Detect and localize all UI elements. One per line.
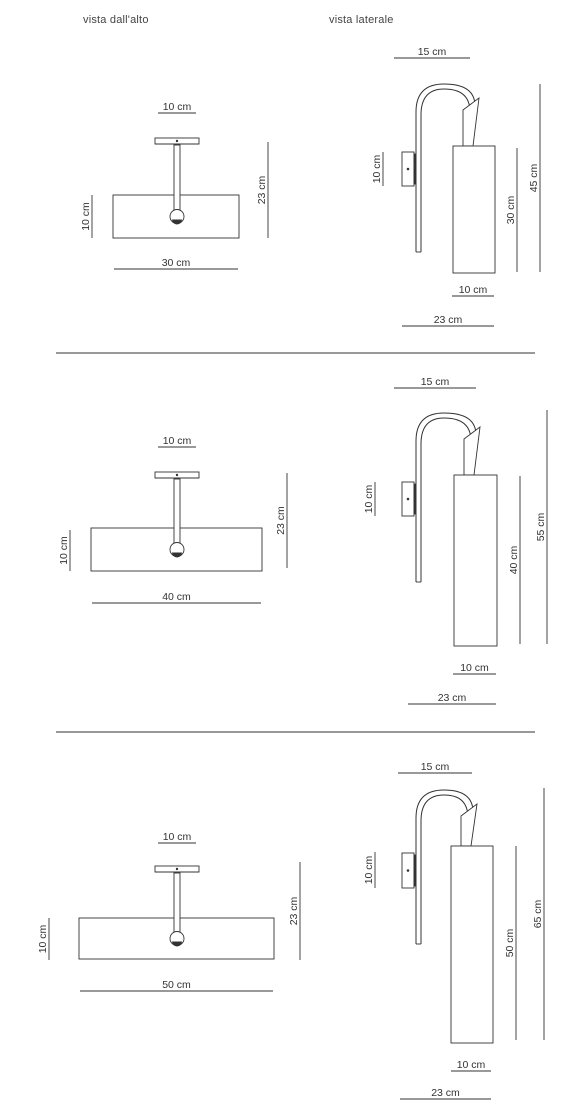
arm-top-view	[174, 873, 180, 934]
dim-plate-height-label: 10 cm	[363, 855, 375, 885]
dim-total-height-label: 55 cm	[535, 512, 547, 542]
side-view-heading: vista laterale	[329, 14, 394, 26]
dim-shade-height-label: 40 cm	[508, 545, 520, 575]
dim-depth-label: 23 cm	[275, 506, 287, 535]
dim-head-height-label: 10 cm	[80, 202, 92, 231]
plate-screw-side	[407, 869, 410, 872]
dim-head-height-label: 10 cm	[37, 924, 49, 954]
dim-depth-label: 23 cm	[256, 175, 268, 205]
lamp-shade-side-view	[454, 475, 497, 646]
dim-shade-height-label: 50 cm	[504, 928, 516, 958]
plate-screw-side	[407, 168, 410, 171]
dim-head-length-label: 50 cm	[162, 979, 191, 991]
dim-shade-depth-label: 10 cm	[458, 284, 488, 296]
lamp-shade-side-view	[451, 846, 493, 1043]
dim-plate-height-label: 10 cm	[363, 484, 375, 514]
dim-shade-depth-label: 10 cm	[460, 662, 489, 674]
dim-arm-reach-label: 15 cm	[420, 761, 450, 773]
dim-total-depth-label: 23 cm	[431, 1087, 460, 1099]
dim-plate-width-label: 10 cm	[162, 435, 192, 447]
dim-total-depth-label: 23 cm	[437, 692, 467, 704]
plate-screw	[176, 140, 178, 142]
plate-screw	[176, 868, 178, 870]
dim-plate-width-label: 10 cm	[162, 831, 192, 843]
dim-depth-label: 23 cm	[288, 896, 300, 926]
plate-screw-side	[407, 498, 410, 501]
dim-shade-depth-label: 10 cm	[456, 1059, 486, 1071]
shade-clamp	[461, 804, 477, 846]
shade-clamp	[464, 427, 480, 475]
dim-head-height-label: 10 cm	[58, 536, 70, 565]
dim-total-height-label: 65 cm	[532, 899, 544, 929]
arm-top-view	[174, 145, 180, 212]
dim-arm-reach-label: 15 cm	[417, 46, 447, 58]
dim-head-length-label: 40 cm	[162, 591, 191, 603]
shade-clamp	[463, 98, 479, 146]
top-view-heading: vista dall'alto	[83, 14, 149, 26]
dim-plate-height-label: 10 cm	[371, 154, 383, 184]
arm-top-view	[174, 479, 180, 545]
dim-head-length-label: 30 cm	[161, 257, 191, 269]
dim-plate-width-label: 10 cm	[162, 101, 192, 113]
dim-shade-height-label: 30 cm	[505, 195, 517, 225]
lamp-shade-side-view	[453, 146, 495, 273]
dim-total-height-label: 45 cm	[528, 163, 540, 193]
plate-screw	[176, 474, 178, 476]
dim-total-depth-label: 23 cm	[433, 314, 463, 326]
dim-arm-reach-label: 15 cm	[420, 376, 450, 388]
